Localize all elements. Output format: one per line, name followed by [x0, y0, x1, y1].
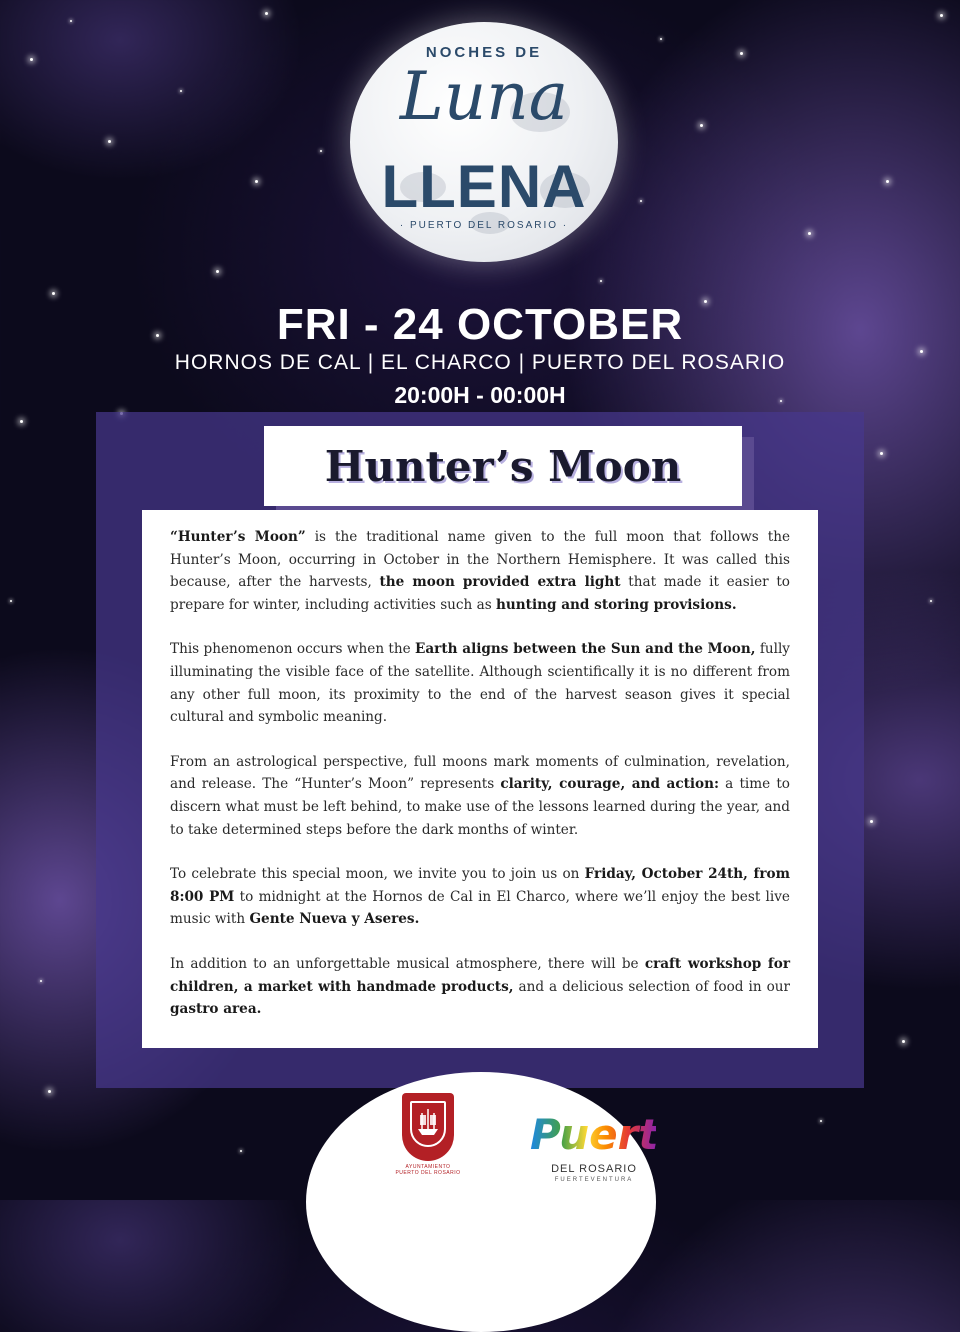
paragraph-text: to midnight at the Hornos de Cal in El Charco, where we’ll enjoy the best live music with [170, 888, 790, 928]
bold-text: the moon provided extra light [379, 574, 621, 591]
event-time: 20:00H - 00:00H [394, 382, 566, 408]
description-card [142, 510, 818, 1048]
ayuntamiento-line: AYUNTAMIENTO [405, 1164, 451, 1170]
bold-text: Earth aligns between the Sun and the Moon, [415, 641, 756, 658]
logo-subtitle: · PUERTO DEL ROSARIO · [399, 220, 569, 231]
event-date: FRI - 24 OCTOBER [276, 300, 684, 349]
paragraph-text: To celebrate this special moon, we invite you to join us on [170, 866, 585, 883]
paragraph-text: From an astrological perspective, full moons mark moments of culmination, revelation, and release. The “Hunter’s Moon” represents [170, 753, 790, 793]
description-paragraph [170, 751, 790, 841]
page-title: Hunter’s Moon [324, 441, 682, 491]
paragraph-text: fully illuminating the visible face of the satellite. Although scientifically it is no different from any other full moon, its proximity to the end of the harvest season gives it special cultural and symbolic meaning. [170, 641, 790, 726]
paragraph-text: and a delicious selection of food in our [513, 978, 791, 995]
paragraph-text: In addition to an unforgettable musical atmosphere, there will be [170, 955, 645, 972]
logo-script-word: Luna [399, 58, 569, 135]
paragraph-text: that made it easier to prepare for winter, including activities such as [170, 574, 790, 613]
bold-text: gastro area. [170, 1001, 262, 1018]
description-paragraph [170, 953, 790, 1021]
bold-text: clarity, courage, and action: [500, 776, 720, 793]
description-paragraph [170, 526, 790, 616]
paragraph-text: a time to discern what must be left behind, to make use of the lessons learned during the year, and to take determined steps before the dark months of winter. [170, 776, 790, 838]
description-paragraph [170, 863, 790, 931]
logo-top-line: NOCHES DE [425, 44, 543, 61]
ship-emblem-icon [410, 1101, 446, 1147]
brand-region: FUERTEVENTURA [554, 1177, 634, 1183]
bold-text: hunting and storing provisions. [496, 596, 737, 613]
bold-text: “Hunter’s Moon” [170, 529, 306, 545]
ayuntamiento-shield-icon [402, 1093, 454, 1161]
bold-text: Friday, October 24th, from 8:00 PM [170, 866, 790, 905]
ayuntamiento-text [388, 1164, 468, 1176]
event-venue: HORNOS DE CAL | EL CHARCO | PUERTO DEL ROSARIO [174, 351, 786, 374]
paragraph-text: This phenomenon occurs when the [170, 641, 416, 658]
bold-text: Gente Nueva y Aseres. [249, 911, 420, 928]
moon-logo [350, 22, 618, 262]
title-box [264, 426, 742, 506]
logo-main-word: LLENA [381, 153, 587, 220]
paragraph-text: is the traditional name given to the full moon that follows the Hunter’s Moon, occurring in October in the Northern Hemisphere. It was called this because, after the harvests, [170, 529, 790, 591]
puerto-brand-logo: Puerto [530, 1110, 688, 1159]
ayuntamiento-line: PUERTO DEL ROSARIO [395, 1170, 461, 1176]
brand-subtitle: DEL ROSARIO [551, 1163, 637, 1175]
bold-text: craft workshop for children, a market with handmade products, [170, 955, 790, 995]
description-paragraph [170, 638, 790, 728]
